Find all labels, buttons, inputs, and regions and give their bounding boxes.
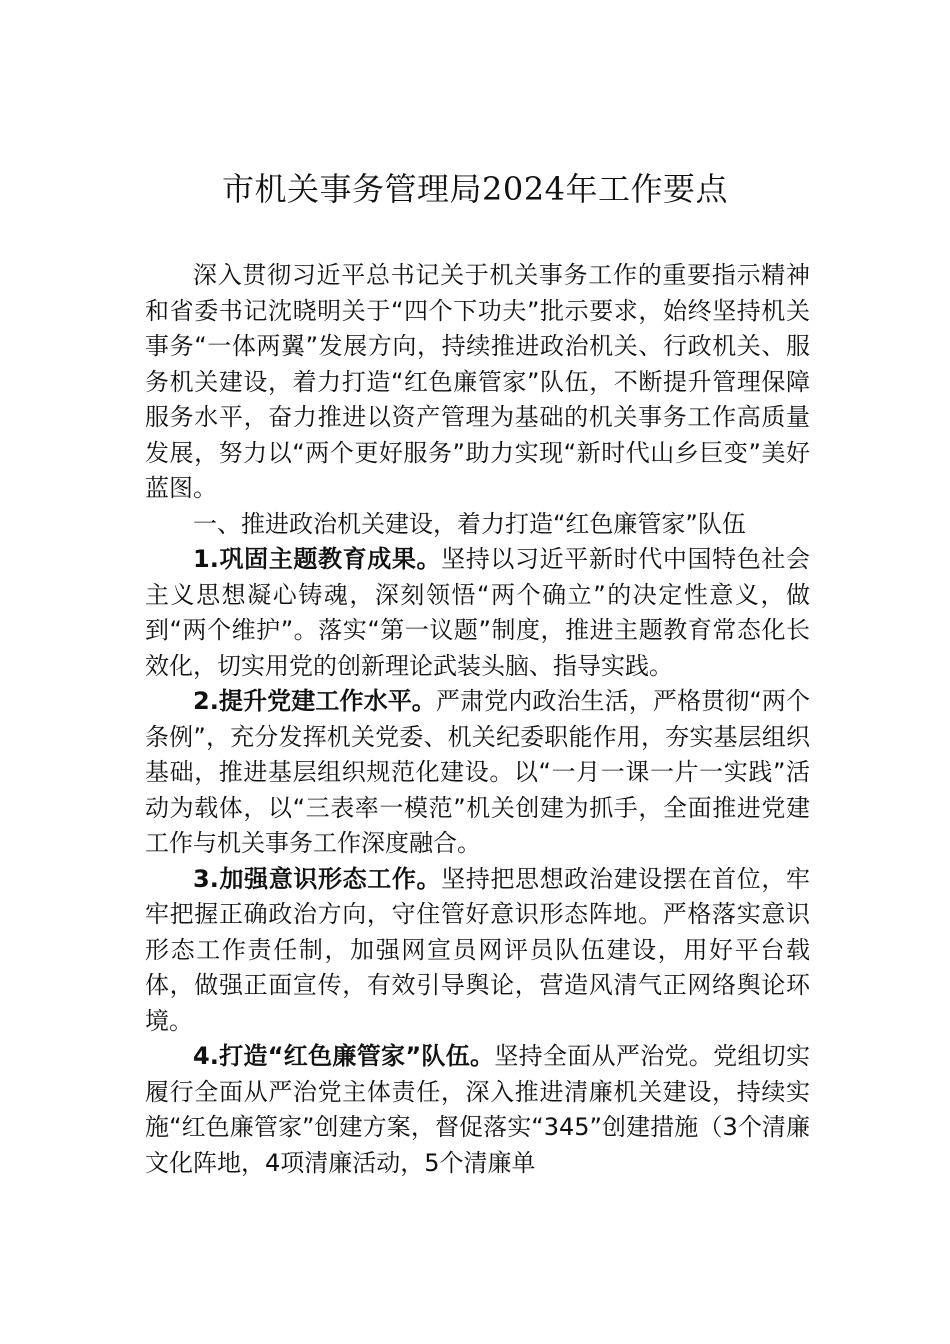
item-text: 坚持全面从严治党。党组切实履行全面从严治党主体责任，深入推进清廉机关建设，持续实施“红色廉管家”创建方案，督促落实“345”创建措施（3个清廉文化阵地，4项清廉活动，5个清廉单	[145, 1042, 810, 1177]
item-text: 坚持以习近平新时代中国特色社会主义思想凝心铸魂，深刻领悟“两个确立”的决定性意义，做到“两个维护”。落实“第一议题”制度，推进主题教育常态化长效化，切实用党的创新理论武装头脑、指导实践。	[145, 545, 810, 680]
item-lead: 4.打造“红色廉管家”队伍。	[193, 1042, 495, 1070]
item-lead: 3.加强意识形态工作。	[193, 864, 442, 893]
document-title: 市机关事务管理局2024年工作要点	[222, 170, 728, 208]
intro-paragraph: 深入贯彻习近平总书记关于机关事务工作的重要指示精神和省委书记沈晓明关于“四个下功夫”批示要求，始终坚持机关事务“一体两翼”发展方向，持续推进政治机关、行政机关、服务机关建设，着力打造“红色廉管家”队伍，不断提升管理保障服务水平，奋力推进以资产管理为基础的机关事务工作高质量发展，努力以“两个更好服务”助力实现“新时代山乡巨变”美好蓝图。	[145, 261, 810, 502]
item-text: 坚持把思想政治建设摆在首位，牢牢把握正确政治方向，守住管好意识形态阵地。严格落实意识形态工作责任制，加强网宣员网评员队伍建设，用好平台载体，做强正面宣传，有效引导舆论，营造风清气正网络舆论环境。	[145, 864, 810, 1035]
item-lead: 1.巩固主题教育成果。	[193, 545, 442, 573]
section-heading: 一、推进政治机关建设，着力打造“红色廉管家”队伍	[193, 509, 746, 538]
list-item	[145, 684, 810, 862]
list-item	[145, 1039, 810, 1181]
list-item	[145, 542, 810, 684]
list-item	[145, 862, 810, 1040]
item-lead: 2.提升党建工作水平。	[193, 687, 436, 715]
document-body	[145, 258, 810, 1181]
item-text: 严肃党内政治生活，严格贯彻“两个条例”，充分发挥机关党委、机关纪委职能作用，夯实基层组织基础，推进基层组织规范化建设。以“一月一课一片一实践”活动为载体，以“三表率一模范”机关创建为抓手，全面推进党建工作与机关事务工作深度融合。	[145, 687, 810, 857]
